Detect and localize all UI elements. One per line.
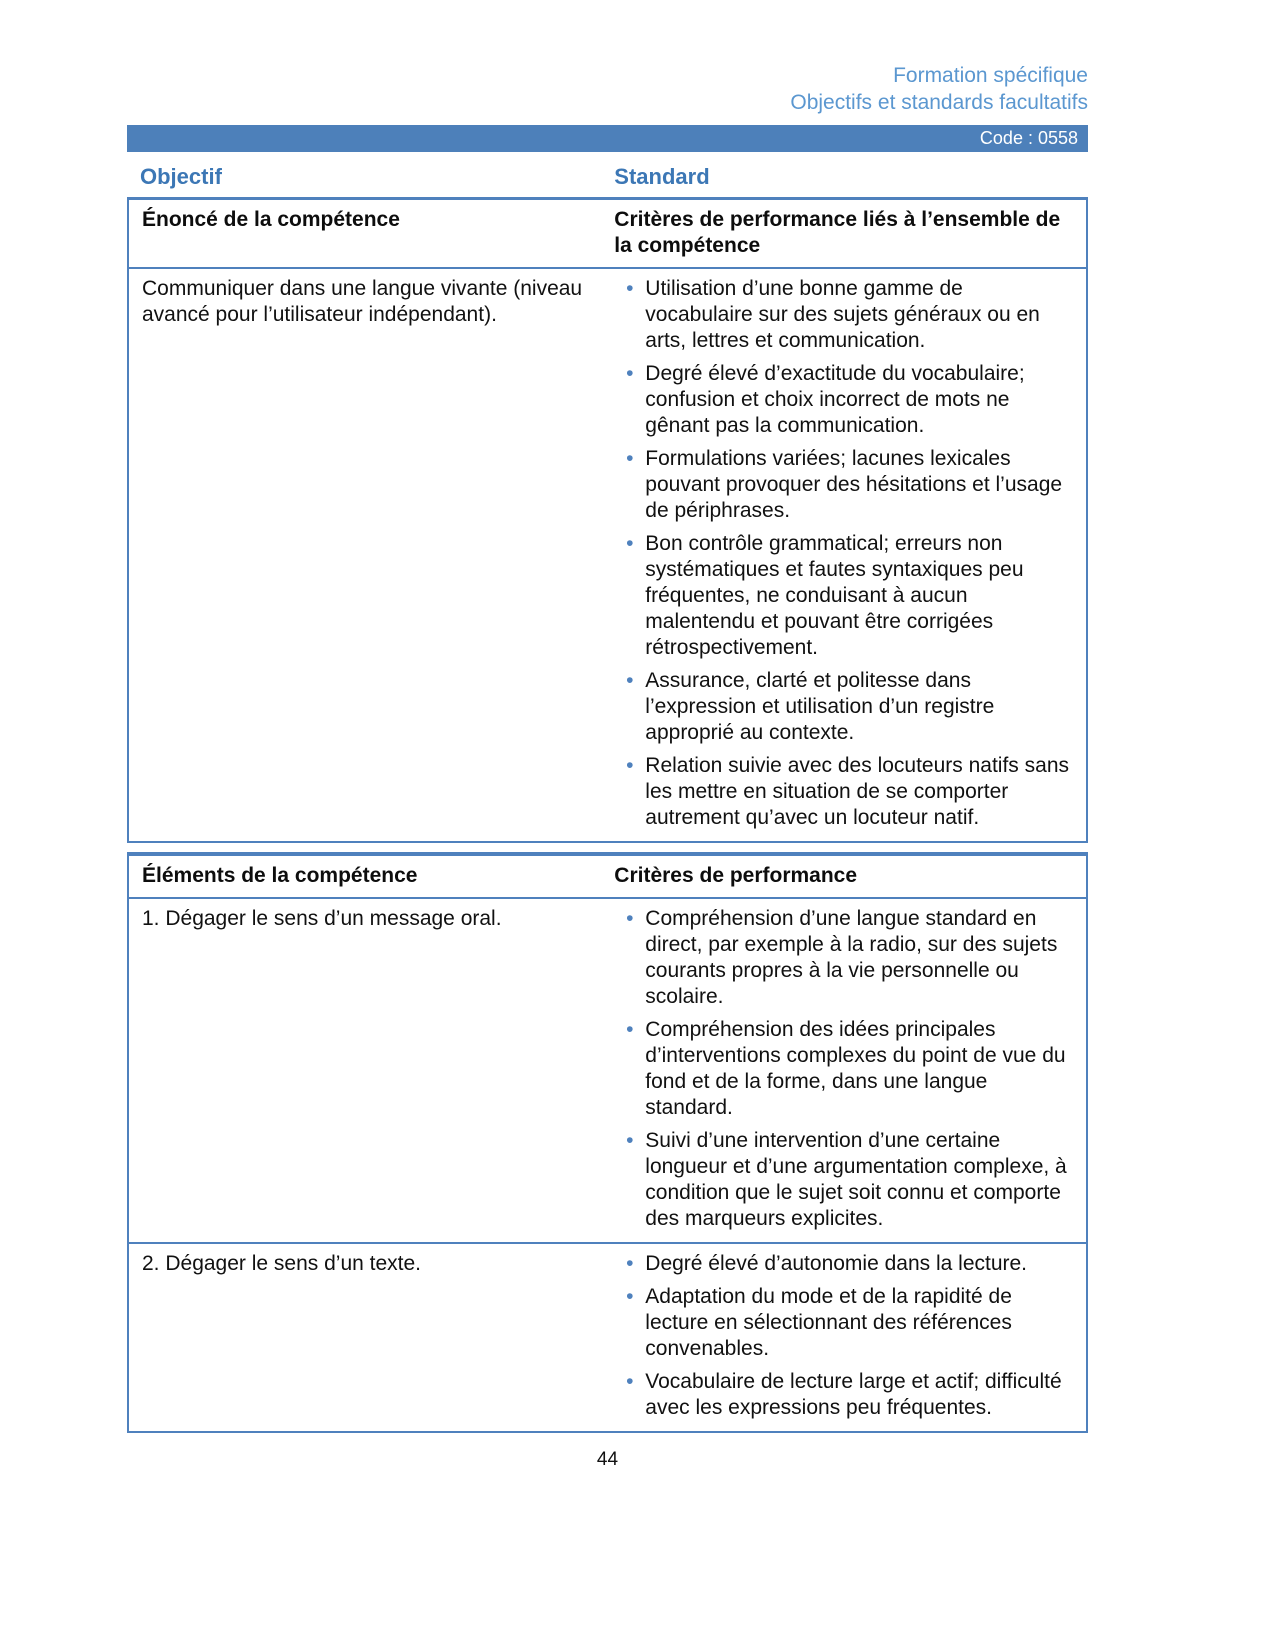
page-number: 44 — [596, 1449, 619, 1470]
performance-header: Critères de performance — [614, 864, 858, 887]
statement-header: Énoncé de la compétence — [142, 208, 400, 231]
table-header-row — [129, 856, 1086, 899]
table-row — [129, 1242, 1086, 1431]
column-title-objectif: Objectif — [140, 164, 222, 189]
list-item — [614, 276, 1072, 354]
bullet-icon: • — [626, 1018, 634, 1041]
bullet-icon: • — [626, 1252, 634, 1275]
criterion-text: Compréhension d’une langue standard en direct, par exemple à la radio, sur des sujets courants propres à la vie personnelle ou scolaire. — [645, 907, 1058, 1008]
list-item — [614, 361, 1072, 439]
element-1-label: 1. Dégager le sens d’un message oral. — [142, 907, 502, 930]
list-item — [614, 531, 1072, 661]
criterion-text: Degré élevé d’autonomie dans la lecture. — [645, 1252, 1028, 1275]
table-header-row — [129, 200, 1086, 269]
document-header — [127, 62, 1088, 116]
bullet-icon: • — [626, 1285, 634, 1308]
code-label: Code : 0558 — [979, 128, 1078, 148]
criterion-text: Degré élevé d’exactitude du vocabulaire; confusion et choix incorrect de mots ne gênant pas la communication. — [645, 362, 1025, 437]
list-item — [614, 668, 1072, 746]
criteria-header: Critères de performance liés à l’ensemble de la compétence — [614, 208, 1061, 257]
bullet-icon: • — [626, 362, 634, 385]
list-item — [614, 1017, 1072, 1121]
criterion-text: Relation suivie avec des locuteurs natifs sans les mettre en situation de se comporter autrement qu’avec un locuteur natif. — [645, 754, 1070, 829]
criterion-text: Bon contrôle grammatical; erreurs non systématiques et fautes syntaxiques peu fréquentes, ne conduisant à aucun malentendu et pouvant être corrigées rétrospectivement. — [645, 532, 1024, 659]
table-row — [129, 269, 1086, 841]
bullet-icon: • — [626, 669, 634, 692]
criteria-list — [614, 906, 1072, 1232]
bullet-icon: • — [626, 1129, 634, 1152]
list-item — [614, 1128, 1072, 1232]
list-item — [614, 1369, 1072, 1421]
code-band — [127, 125, 1088, 152]
column-title-standard: Standard — [614, 164, 710, 189]
elements-header: Éléments de la compétence — [142, 864, 418, 887]
bullet-icon: • — [626, 532, 634, 555]
competence-statement-table — [127, 197, 1088, 843]
criterion-text: Adaptation du mode et de la rapidité de lecture en sélectionnant des références convenables. — [645, 1285, 1012, 1360]
competence-elements-table — [127, 852, 1088, 1433]
bullet-icon: • — [626, 907, 634, 930]
bullet-icon: • — [626, 447, 634, 470]
header-line-1: Formation spécifique — [893, 64, 1088, 87]
table-row — [129, 899, 1086, 1242]
criterion-text: Assurance, clarté et politesse dans l’expression et utilisation d’un registre approprié au contexte. — [645, 669, 995, 744]
element-2-label: 2. Dégager le sens d’un texte. — [142, 1252, 422, 1275]
criterion-text: Vocabulaire de lecture large et actif; difficulté avec les expressions peu fréquentes. — [645, 1370, 1062, 1419]
bullet-icon: • — [626, 277, 634, 300]
list-item — [614, 1284, 1072, 1362]
header-line-2: Objectifs et standards facultatifs — [790, 91, 1088, 114]
criteria-list — [614, 276, 1072, 831]
criterion-text: Formulations variées; lacunes lexicales pouvant provoquer des hésitations et l’usage de périphrases. — [645, 447, 1063, 522]
criterion-text: Compréhension des idées principales d’interventions complexes du point de vue du fond et de la forme, dans une langue standard. — [645, 1018, 1066, 1119]
bullet-icon: • — [626, 754, 634, 777]
list-item — [614, 753, 1072, 831]
criterion-text: Suivi d’une intervention d’une certaine longueur et d’une argumentation complexe, à condition que le sujet soit connu et comporte des marqueurs explicites. — [645, 1129, 1067, 1230]
list-item — [614, 446, 1072, 524]
bullet-icon: • — [626, 1370, 634, 1393]
criterion-text: Utilisation d’une bonne gamme de vocabulaire sur des sujets généraux ou en arts, lettres et communication. — [645, 277, 1040, 352]
competence-statement: Communiquer dans une langue vivante (niveau avancé pour l’utilisateur indépendant). — [142, 277, 583, 326]
criteria-list — [614, 1251, 1072, 1421]
list-item — [614, 906, 1072, 1010]
page-content — [127, 0, 1088, 1470]
column-titles — [127, 164, 1088, 190]
list-item — [614, 1251, 1072, 1277]
